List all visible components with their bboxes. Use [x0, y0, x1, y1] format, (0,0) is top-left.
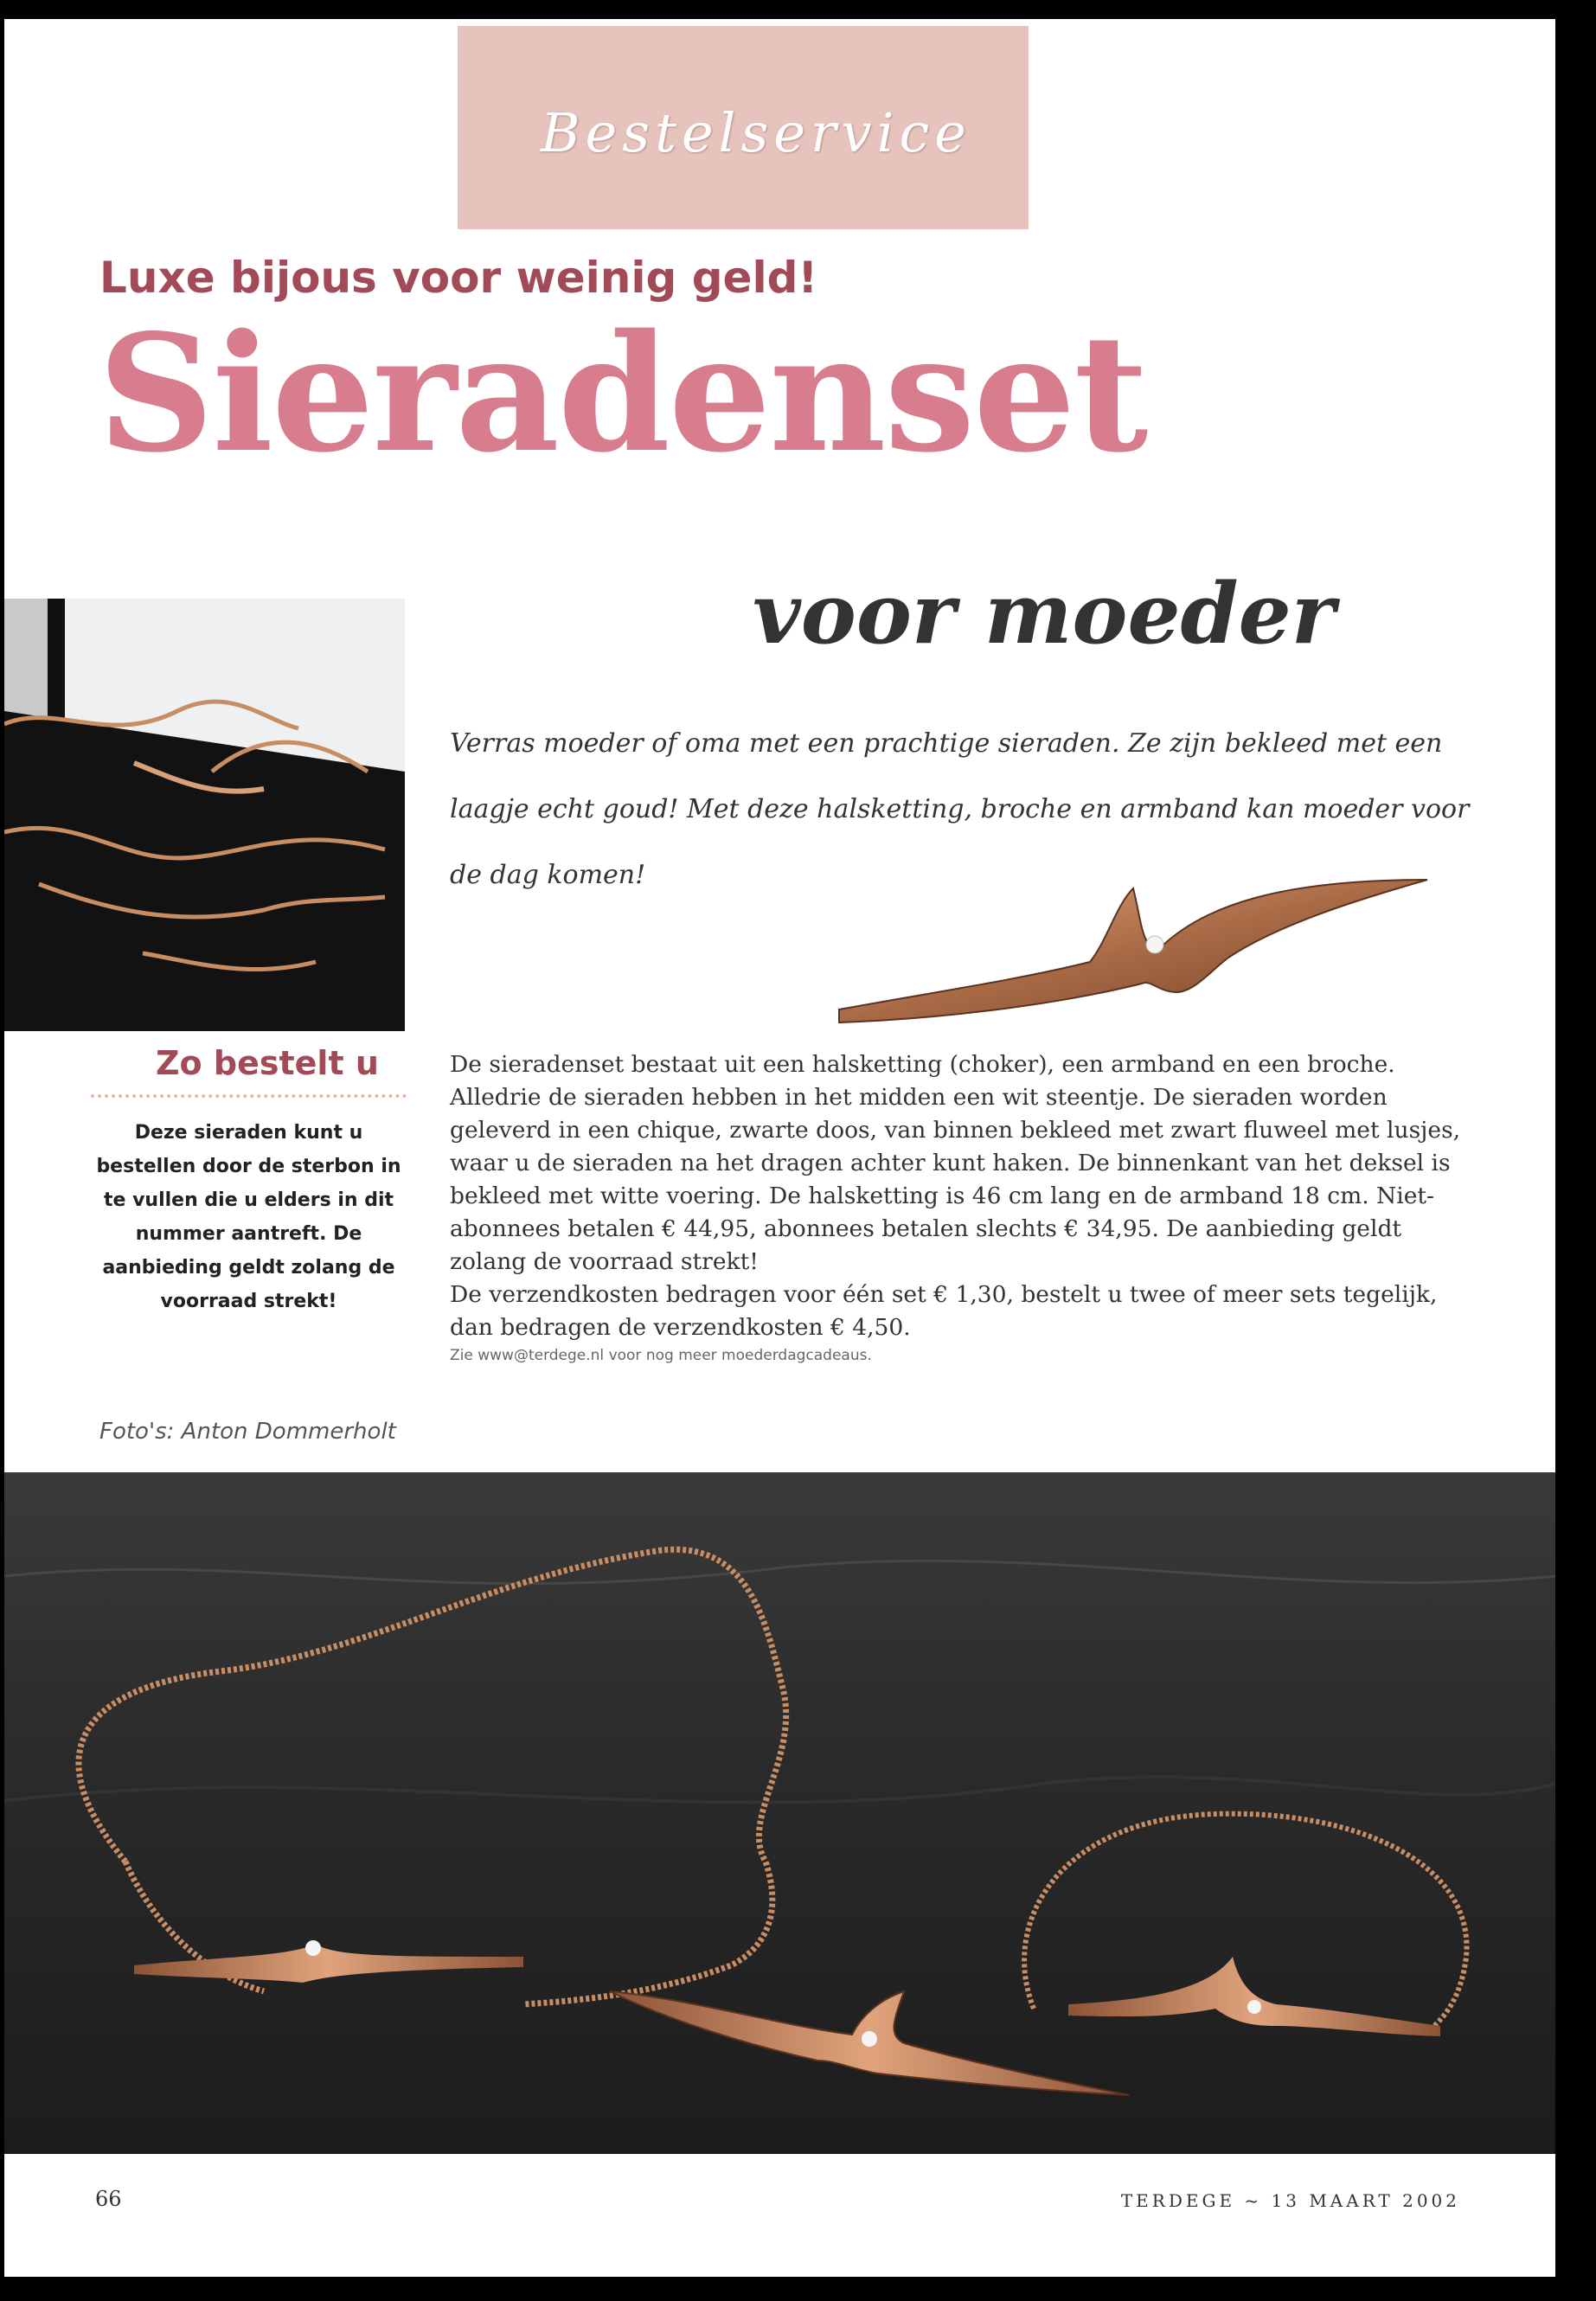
order-box-title: Zo bestelt u [156, 1044, 379, 1082]
section-label: Bestelservice [541, 101, 971, 164]
page-number: 66 [95, 2187, 122, 2211]
page-subtitle: voor moeder [753, 565, 1336, 663]
brooch-photo [830, 862, 1436, 1035]
publication-footer: TERDEGE ~ 13 MAART 2002 [1120, 2190, 1460, 2211]
body-paragraph: De sieradenset bestaat uit een halsketting (choker), een armband en een broche. Alledrie de sieraden hebben in het midden een wit steentje. De sieraden worden geleverd in een chique, zwarte doos, van binnen bekleed met zwart fluweel met lusjes, waar u de sieraden na het dragen achter kunt haken. De binnenkant van het deksel is bekleed met witte voering. De halsketting is 46 cm lang en de armband 18 cm. Niet-abonnees betalen € 44,95, abonnees betalen slechts € 34,95. De aanbieding geldt zolang de voorraad strekt! [450, 1051, 1461, 1275]
order-box-text: Deze sieraden kunt u bestellen door de sterbon in te vullen die u elders in dit nummer aantreft. De aanbieding geldt zolang de voorraad strekt! [96, 1122, 401, 1312]
jewelry-set-photo [4, 1472, 1555, 2154]
web-note: Zie www@terdege.nl voor nog meer moederdagcadeaus. [450, 1347, 872, 1364]
jewelry-box-photo [4, 599, 405, 1031]
kicker: Luxe bijous voor weinig geld! [99, 253, 818, 303]
magazine-page [4, 19, 1555, 2277]
dotted-divider [91, 1094, 407, 1098]
photo-credit: Foto's: Anton Dommerholt [99, 1419, 396, 1445]
page-title: Sieradenset [98, 298, 1147, 488]
body-paragraph: De verzendkosten bedragen voor één set € 1,30, bestelt u twee of meer sets tegelijk, dan bedragen de verzendkosten € 4,50. [450, 1281, 1438, 1341]
intro-text: Verras moeder of oma met een prachtige sieraden. Ze zijn bekleed met een laagje echt goud! Met deze halsketting, broche en armband kan moeder voor de dag komen! [450, 728, 1470, 890]
article-body [450, 1048, 1479, 1367]
